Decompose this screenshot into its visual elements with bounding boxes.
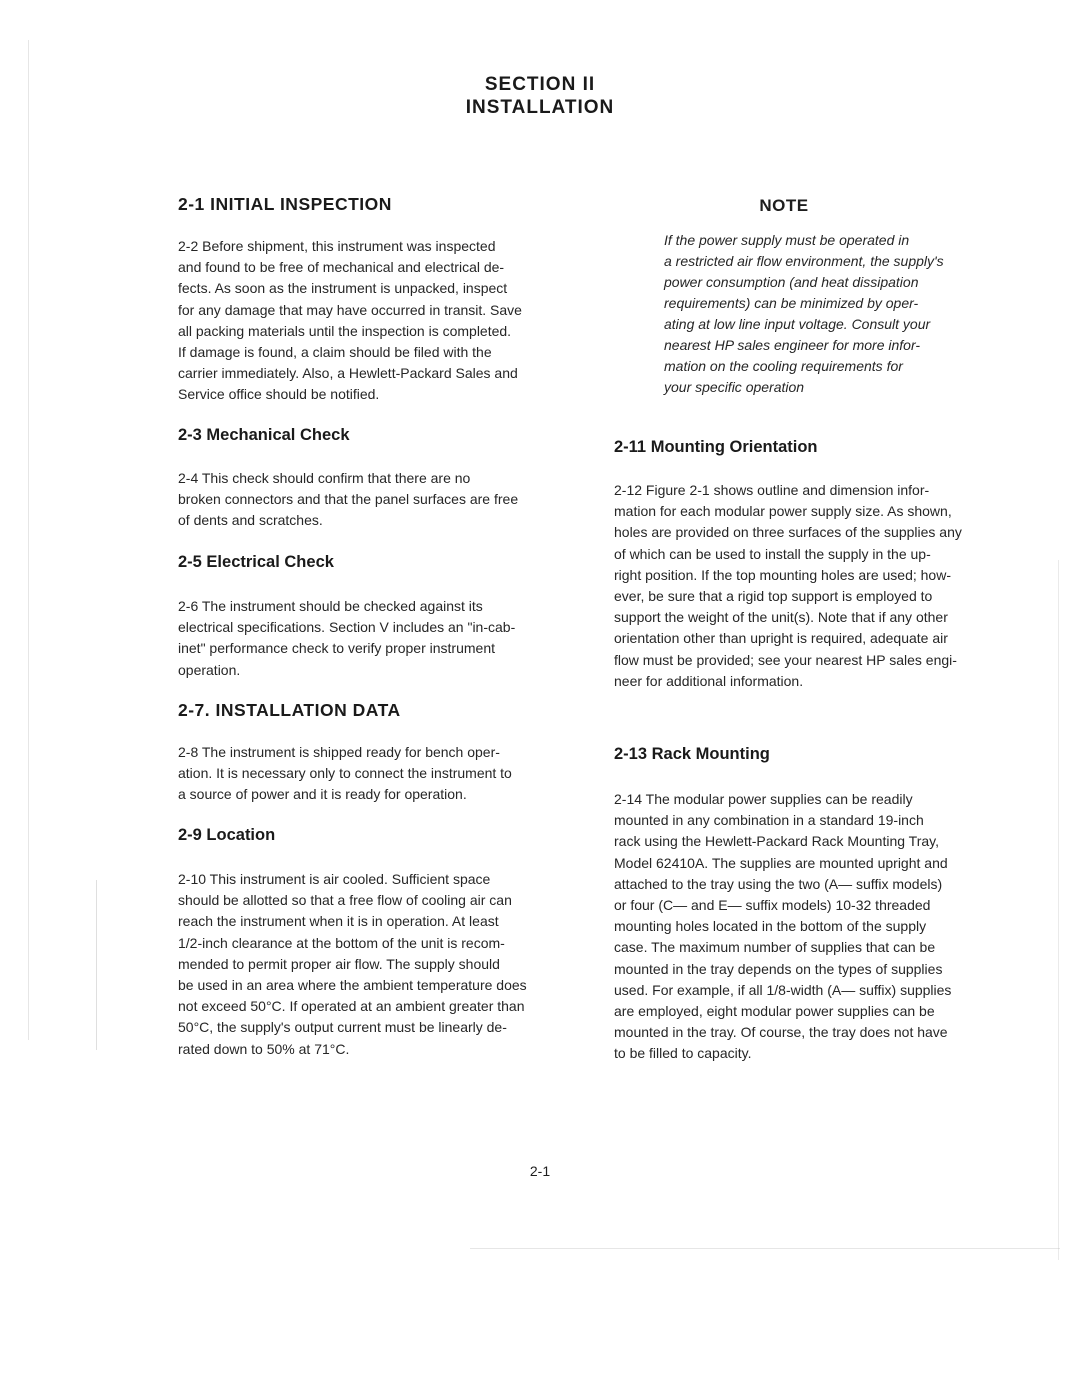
- initial-inspection-paragraph: [178, 236, 573, 406]
- text-line: and found to be free of mechanical and electrical de-: [178, 259, 505, 276]
- text-line: support the weight of the unit(s). Note that if any other: [614, 609, 948, 626]
- text-line: If damage is found, a claim should be filed with the: [178, 344, 492, 361]
- mounting-orientation-heading: 2-11 Mounting Orientation: [614, 438, 818, 456]
- text-line: ever, be sure that a rigid top support is employed to: [614, 588, 933, 605]
- scan-edge-bottom: [470, 1248, 1060, 1249]
- electrical-check-paragraph: [178, 596, 573, 681]
- text-line: case. The maximum number of supplies that can be: [614, 939, 936, 956]
- text-line: mounted in any combination in a standard 19-inch: [614, 812, 924, 829]
- text-line: electrical specifications. Section V includes an "in-cab-: [178, 619, 516, 636]
- text-line: rack using the Hewlett-Packard Rack Mounting Tray,: [614, 833, 939, 850]
- note-line: nearest HP sales engineer for more infor-: [664, 337, 921, 353]
- text-line: 2-14 The modular power supplies can be readily: [614, 791, 913, 807]
- text-line: are employed, eight modular power supplies can be: [614, 1003, 935, 1020]
- text-line: mounted in the tray depends on the types of supplies: [614, 960, 943, 977]
- text-line: attached to the tray using the two (A— suffix models): [614, 875, 943, 892]
- section-title: INSTALLATION: [465, 97, 615, 118]
- text-line: not exceed 50°C. If operated at an ambient greater than: [178, 998, 525, 1015]
- text-line: 2-12 Figure 2-1 shows outline and dimension infor-: [614, 482, 930, 498]
- text-line: rated down to 50% at 71°C.: [178, 1040, 350, 1057]
- text-line: Model 62410A. The supplies are mounted upright and: [614, 854, 948, 871]
- text-line: mounted in the tray. Of course, the tray does not have: [614, 1024, 948, 1041]
- text-line: should be allotted so that a free flow of cooling air can: [178, 892, 512, 909]
- mechanical-check-heading: 2-3 Mechanical Check: [178, 426, 350, 444]
- text-line: a source of power and it is ready for operation.: [178, 786, 467, 803]
- text-line: of which can be used to install the supply in the up-: [614, 545, 931, 562]
- note-line: requirements) can be minimized by oper-: [664, 295, 919, 311]
- note-line: power consumption (and heat dissipation: [664, 274, 919, 290]
- section-number: SECTION II: [484, 74, 596, 95]
- text-line: 2-6 The instrument should be checked against its: [178, 598, 483, 614]
- text-line: 2-8 The instrument is shipped ready for bench oper-: [178, 744, 500, 760]
- note-line: If the power supply must be operated in: [664, 232, 910, 248]
- installation-data-paragraph: [178, 742, 573, 806]
- text-line: used. For example, if all 1/8-width (A— suffix) supplies: [614, 981, 952, 998]
- text-line: neer for additional information.: [614, 672, 804, 689]
- note-line: your specific operation: [664, 379, 805, 395]
- electrical-check-heading: 2-5 Electrical Check: [178, 553, 334, 571]
- initial-inspection-heading: 2-1 INITIAL INSPECTION: [178, 194, 392, 214]
- note-line: mation on the cooling requirements for: [664, 358, 903, 374]
- text-line: holes are provided on three surfaces of the supplies any: [614, 524, 962, 541]
- text-line: 2-2 Before shipment, this instrument was inspected: [178, 238, 496, 254]
- text-line: carrier immediately. Also, a Hewlett-Packard Sales and: [178, 365, 518, 382]
- text-line: be used in an area where the ambient temperature does: [178, 977, 527, 994]
- text-line: all packing materials until the inspection is completed.: [178, 322, 512, 339]
- text-line: mation for each modular power supply size. As shown,: [614, 503, 952, 520]
- page-number: 2-1: [529, 1163, 551, 1179]
- text-line: ation. It is necessary only to connect the instrument to: [178, 765, 512, 782]
- text-line: to be filled to capacity.: [614, 1045, 752, 1062]
- text-line: operation.: [178, 661, 241, 678]
- text-line: 1/2-inch clearance at the bottom of the unit is recom-: [178, 934, 505, 951]
- scan-edge-left: [28, 40, 29, 1040]
- text-line: 50°C, the supply's output current must be linearly de-: [178, 1019, 507, 1036]
- text-line: right position. If the top mounting holes are used; how-: [614, 566, 951, 583]
- text-line: or four (C— and E— suffix models) 10-32 threaded: [614, 897, 931, 914]
- rack-mounting-paragraph: [614, 789, 1014, 1065]
- text-line: mounting holes located in the bottom of the supply: [614, 918, 927, 935]
- text-line: Service office should be notified.: [178, 386, 380, 403]
- installation-data-heading: 2-7. INSTALLATION DATA: [178, 700, 401, 720]
- text-line: 2-10 This instrument is air cooled. Sufficient space: [178, 871, 491, 887]
- scan-edge-right: [1058, 560, 1059, 1260]
- text-line: orientation other than upright is required, adequate air: [614, 630, 948, 647]
- mechanical-check-paragraph: [178, 468, 573, 532]
- note-line: a restricted air flow environment, the supply's: [664, 253, 944, 269]
- text-line: inet" performance check to verify proper instrument: [178, 640, 495, 657]
- text-line: reach the instrument when it is in operation. At least: [178, 913, 499, 930]
- mounting-orientation-paragraph: [614, 480, 1014, 692]
- location-paragraph: [178, 869, 573, 1060]
- note-body: [614, 230, 1014, 398]
- initial-inspection-section: [178, 194, 573, 215]
- text-line: flow must be provided; see your nearest HP sales engi-: [614, 651, 957, 668]
- note-line: ating at low line input voltage. Consult your: [664, 316, 931, 332]
- rack-mounting-heading: 2-13 Rack Mounting: [614, 745, 770, 763]
- text-line: for any damage that may have occurred in transit. Save: [178, 301, 522, 318]
- text-line: fects. As soon as the instrument is unpacked, inspect: [178, 280, 508, 297]
- note-title: NOTE: [759, 196, 809, 215]
- note-box: [614, 196, 1014, 216]
- text-line: mended to permit proper air flow. The supply should: [178, 955, 500, 972]
- text-line: broken connectors and that the panel surfaces are free: [178, 491, 519, 508]
- text-line: of dents and scratches.: [178, 512, 323, 529]
- location-heading: 2-9 Location: [178, 826, 276, 844]
- text-line: 2-4 This check should confirm that there are no: [178, 470, 471, 486]
- scan-artifact: [96, 880, 97, 1050]
